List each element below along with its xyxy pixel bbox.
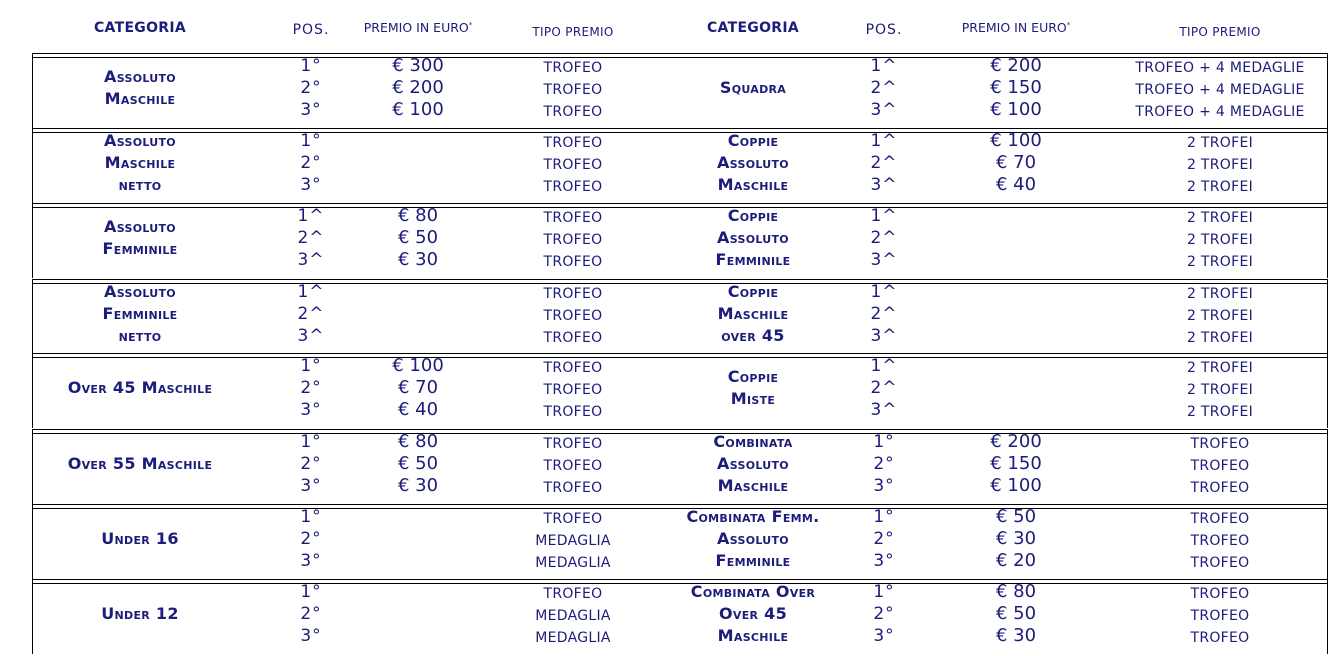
prize-type: TROFEO bbox=[543, 382, 603, 398]
position-label: 1^ bbox=[870, 356, 898, 376]
prize-type: TROFEO bbox=[543, 82, 603, 98]
header-categoria-right: CATEGORIA bbox=[706, 20, 800, 36]
category-label: Coppie bbox=[727, 367, 779, 386]
position-label: 2^ bbox=[870, 153, 898, 173]
position-label: 3° bbox=[873, 626, 895, 646]
prize-type: 2 TROFEI bbox=[1186, 157, 1254, 173]
prize-type: TROFEO bbox=[543, 308, 603, 324]
prize-amount: € 150 bbox=[990, 453, 1042, 474]
table-row bbox=[0, 279, 1334, 349]
position-label: 1° bbox=[873, 507, 895, 527]
prize-amount: € 80 bbox=[995, 581, 1037, 602]
category-label: Maschile bbox=[717, 476, 789, 495]
prize-type: 2 TROFEI bbox=[1186, 135, 1254, 151]
table-left-border bbox=[32, 579, 33, 654]
table-right-border bbox=[1327, 579, 1328, 654]
position-label: 1° bbox=[300, 356, 322, 376]
prize-type: 2 TROFEI bbox=[1186, 232, 1254, 248]
position-label: 2^ bbox=[870, 304, 898, 324]
prize-amount: € 100 bbox=[990, 130, 1042, 151]
prize-type: TROFEO bbox=[1190, 480, 1250, 496]
position-label: 3° bbox=[300, 476, 322, 496]
category-label: Femminile bbox=[715, 551, 791, 570]
prize-amount: € 100 bbox=[392, 99, 444, 120]
category-label: Assoluto bbox=[717, 529, 789, 548]
prize-type: TROFEO + 4 MEDAGLIE bbox=[1135, 82, 1305, 98]
category-label: Femminile bbox=[102, 304, 178, 323]
category-label: Maschile bbox=[717, 175, 789, 194]
position-label: 1^ bbox=[297, 282, 325, 302]
category-label: over 45 bbox=[721, 326, 785, 345]
prize-type: 2 TROFEI bbox=[1186, 179, 1254, 195]
prize-type: TROFEO bbox=[543, 210, 603, 226]
category-label: Squadra bbox=[719, 78, 787, 97]
table-right-border bbox=[1327, 279, 1328, 354]
header-pos-left: POS. bbox=[292, 22, 330, 38]
header-tipo-right: TIPO PREMIO bbox=[1179, 25, 1261, 39]
category-label: Over 45 Maschile bbox=[67, 378, 213, 397]
prize-type: TROFEO bbox=[543, 436, 603, 452]
prize-type: 2 TROFEI bbox=[1186, 360, 1254, 376]
prize-type: TROFEO bbox=[543, 60, 603, 76]
prize-type: MEDAGLIA bbox=[535, 533, 611, 549]
position-label: 3^ bbox=[870, 400, 898, 420]
prize-type: TROFEO bbox=[1190, 533, 1250, 549]
position-label: 2° bbox=[873, 529, 895, 549]
category-label: Assoluto bbox=[104, 131, 176, 150]
prize-type: TROFEO bbox=[543, 404, 603, 420]
prize-type: TROFEO bbox=[543, 179, 603, 195]
prize-type: TROFEO bbox=[543, 135, 603, 151]
prize-amount: € 30 bbox=[397, 249, 439, 270]
position-label: 1^ bbox=[870, 56, 898, 76]
position-label: 1° bbox=[873, 432, 895, 452]
position-label: 1° bbox=[300, 56, 322, 76]
table-row bbox=[0, 128, 1334, 198]
prize-amount: € 300 bbox=[392, 55, 444, 76]
position-label: 3° bbox=[300, 626, 322, 646]
position-label: 3° bbox=[300, 400, 322, 420]
prize-amount: € 200 bbox=[990, 55, 1042, 76]
position-label: 1° bbox=[300, 507, 322, 527]
category-label: Combinata Femm. bbox=[686, 507, 820, 526]
position-label: 3° bbox=[300, 100, 322, 120]
position-label: 3^ bbox=[870, 100, 898, 120]
prize-amount: € 80 bbox=[397, 431, 439, 452]
prize-type: TROFEO bbox=[1190, 458, 1250, 474]
prize-amount: € 200 bbox=[392, 77, 444, 98]
table-row bbox=[0, 53, 1334, 123]
position-label: 3° bbox=[873, 551, 895, 571]
header-pos-right: POS. bbox=[865, 22, 903, 38]
prize-amount: € 40 bbox=[995, 174, 1037, 195]
position-label: 2° bbox=[300, 529, 322, 549]
position-label: 2° bbox=[300, 153, 322, 173]
position-label: 3^ bbox=[870, 250, 898, 270]
category-label: Over 55 Maschile bbox=[67, 454, 213, 473]
prize-type: 2 TROFEI bbox=[1186, 308, 1254, 324]
position-label: 3^ bbox=[297, 250, 325, 270]
prize-type: 2 TROFEI bbox=[1186, 382, 1254, 398]
category-label: netto bbox=[118, 175, 162, 194]
prize-type: 2 TROFEI bbox=[1186, 286, 1254, 302]
position-label: 2^ bbox=[870, 378, 898, 398]
prize-type: TROFEO bbox=[543, 511, 603, 527]
prize-amount: € 100 bbox=[392, 355, 444, 376]
category-label: Assoluto bbox=[717, 228, 789, 247]
prize-amount: € 40 bbox=[397, 399, 439, 420]
position-label: 3° bbox=[300, 175, 322, 195]
category-label: Coppie bbox=[727, 131, 779, 150]
prize-type: TROFEO bbox=[1190, 586, 1250, 602]
position-label: 2° bbox=[300, 78, 322, 98]
prize-amount: € 50 bbox=[995, 603, 1037, 624]
prize-type: TROFEO bbox=[543, 458, 603, 474]
category-label: Femminile bbox=[102, 239, 178, 258]
prize-type: 2 TROFEI bbox=[1186, 330, 1254, 346]
position-label: 2° bbox=[300, 454, 322, 474]
table-right-border bbox=[1327, 429, 1328, 504]
position-label: 3^ bbox=[297, 326, 325, 346]
position-label: 3^ bbox=[870, 175, 898, 195]
prize-type: TROFEO bbox=[1190, 436, 1250, 452]
table-right-border bbox=[1327, 128, 1328, 203]
table-left-border bbox=[32, 53, 33, 128]
position-label: 1^ bbox=[870, 282, 898, 302]
header-premio-right: PREMIO IN EURO* bbox=[961, 20, 1071, 35]
prize-amount: € 200 bbox=[990, 431, 1042, 452]
table-row bbox=[0, 429, 1334, 499]
table-row bbox=[0, 504, 1334, 574]
prize-amount: € 20 bbox=[995, 550, 1037, 571]
prize-type: 2 TROFEI bbox=[1186, 254, 1254, 270]
prize-amount: € 50 bbox=[397, 227, 439, 248]
position-label: 3° bbox=[300, 551, 322, 571]
position-label: 1^ bbox=[870, 131, 898, 151]
prize-type: TROFEO bbox=[543, 480, 603, 496]
category-label: Assoluto bbox=[104, 67, 176, 86]
prize-type: TROFEO bbox=[1190, 608, 1250, 624]
prize-type: TROFEO bbox=[543, 232, 603, 248]
position-label: 2° bbox=[300, 378, 322, 398]
table-left-border bbox=[32, 203, 33, 278]
prize-type: TROFEO + 4 MEDAGLIE bbox=[1135, 104, 1305, 120]
prize-amount: € 50 bbox=[995, 506, 1037, 527]
prize-amount: € 70 bbox=[995, 152, 1037, 173]
category-label: Coppie bbox=[727, 282, 779, 301]
category-label: Femminile bbox=[715, 250, 791, 269]
prize-amount: € 50 bbox=[397, 453, 439, 474]
position-label: 2^ bbox=[297, 304, 325, 324]
category-label: Under 16 bbox=[101, 529, 179, 548]
category-label: Maschile bbox=[104, 153, 176, 172]
position-label: 2° bbox=[300, 604, 322, 624]
header-categoria-left: CATEGORIA bbox=[93, 20, 187, 36]
category-label: Maschile bbox=[717, 626, 789, 645]
header-tipo-left: TIPO PREMIO bbox=[532, 25, 614, 39]
position-label: 1^ bbox=[297, 206, 325, 226]
table-right-border bbox=[1327, 203, 1328, 278]
category-label: Assoluto bbox=[717, 153, 789, 172]
prize-type: MEDAGLIA bbox=[535, 630, 611, 646]
prize-type: TROFEO bbox=[543, 360, 603, 376]
header-premio-left: PREMIO IN EURO* bbox=[363, 20, 473, 35]
category-label: Combinata bbox=[713, 432, 793, 451]
prize-type: MEDAGLIA bbox=[535, 608, 611, 624]
category-label: Assoluto bbox=[104, 282, 176, 301]
prize-type: 2 TROFEI bbox=[1186, 210, 1254, 226]
position-label: 3° bbox=[873, 476, 895, 496]
table-right-border bbox=[1327, 53, 1328, 128]
category-label: Assoluto bbox=[717, 454, 789, 473]
table-left-border bbox=[32, 504, 33, 579]
prize-type: TROFEO bbox=[543, 104, 603, 120]
prize-type: TROFEO bbox=[543, 286, 603, 302]
prize-type: TROFEO bbox=[543, 586, 603, 602]
prize-amount: € 30 bbox=[995, 625, 1037, 646]
position-label: 1^ bbox=[870, 206, 898, 226]
category-label: Under 12 bbox=[101, 604, 179, 623]
position-label: 1° bbox=[300, 131, 322, 151]
table-left-border bbox=[32, 128, 33, 203]
prize-type: TROFEO bbox=[1190, 630, 1250, 646]
prize-type: TROFEO bbox=[1190, 511, 1250, 527]
table-right-border bbox=[1327, 353, 1328, 428]
prize-amount: € 150 bbox=[990, 77, 1042, 98]
prize-type: 2 TROFEI bbox=[1186, 404, 1254, 420]
position-label: 2^ bbox=[870, 228, 898, 248]
category-label: Coppie bbox=[727, 206, 779, 225]
prize-type: TROFEO bbox=[543, 330, 603, 346]
table-left-border bbox=[32, 279, 33, 354]
table-right-border bbox=[1327, 504, 1328, 579]
prize-amount: € 70 bbox=[397, 377, 439, 398]
prize-type: TROFEO bbox=[543, 254, 603, 270]
category-label: Maschile bbox=[104, 89, 176, 108]
position-label: 2^ bbox=[297, 228, 325, 248]
category-label: netto bbox=[118, 326, 162, 345]
position-label: 1° bbox=[873, 582, 895, 602]
position-label: 2° bbox=[873, 604, 895, 624]
prize-type: TROFEO bbox=[1190, 555, 1250, 571]
prize-type: TROFEO bbox=[543, 157, 603, 173]
position-label: 3^ bbox=[870, 326, 898, 346]
prize-type: TROFEO + 4 MEDAGLIE bbox=[1135, 60, 1305, 76]
table-header bbox=[0, 0, 1334, 56]
category-label: Miste bbox=[730, 389, 776, 408]
category-label: Assoluto bbox=[104, 217, 176, 236]
category-label: Combinata Over bbox=[690, 582, 816, 601]
table-left-border bbox=[32, 353, 33, 428]
table-row bbox=[0, 203, 1334, 273]
position-label: 1° bbox=[300, 582, 322, 602]
prize-amount: € 80 bbox=[397, 205, 439, 226]
prize-type: MEDAGLIA bbox=[535, 555, 611, 571]
prize-amount: € 30 bbox=[397, 475, 439, 496]
position-label: 1° bbox=[300, 432, 322, 452]
position-label: 2^ bbox=[870, 78, 898, 98]
position-label: 2° bbox=[873, 454, 895, 474]
category-label: Over 45 bbox=[718, 604, 788, 623]
prize-amount: € 100 bbox=[990, 475, 1042, 496]
table-row bbox=[0, 353, 1334, 423]
table-row bbox=[0, 579, 1334, 649]
table-left-border bbox=[32, 429, 33, 504]
prize-amount: € 100 bbox=[990, 99, 1042, 120]
category-label: Maschile bbox=[717, 304, 789, 323]
prize-amount: € 30 bbox=[995, 528, 1037, 549]
